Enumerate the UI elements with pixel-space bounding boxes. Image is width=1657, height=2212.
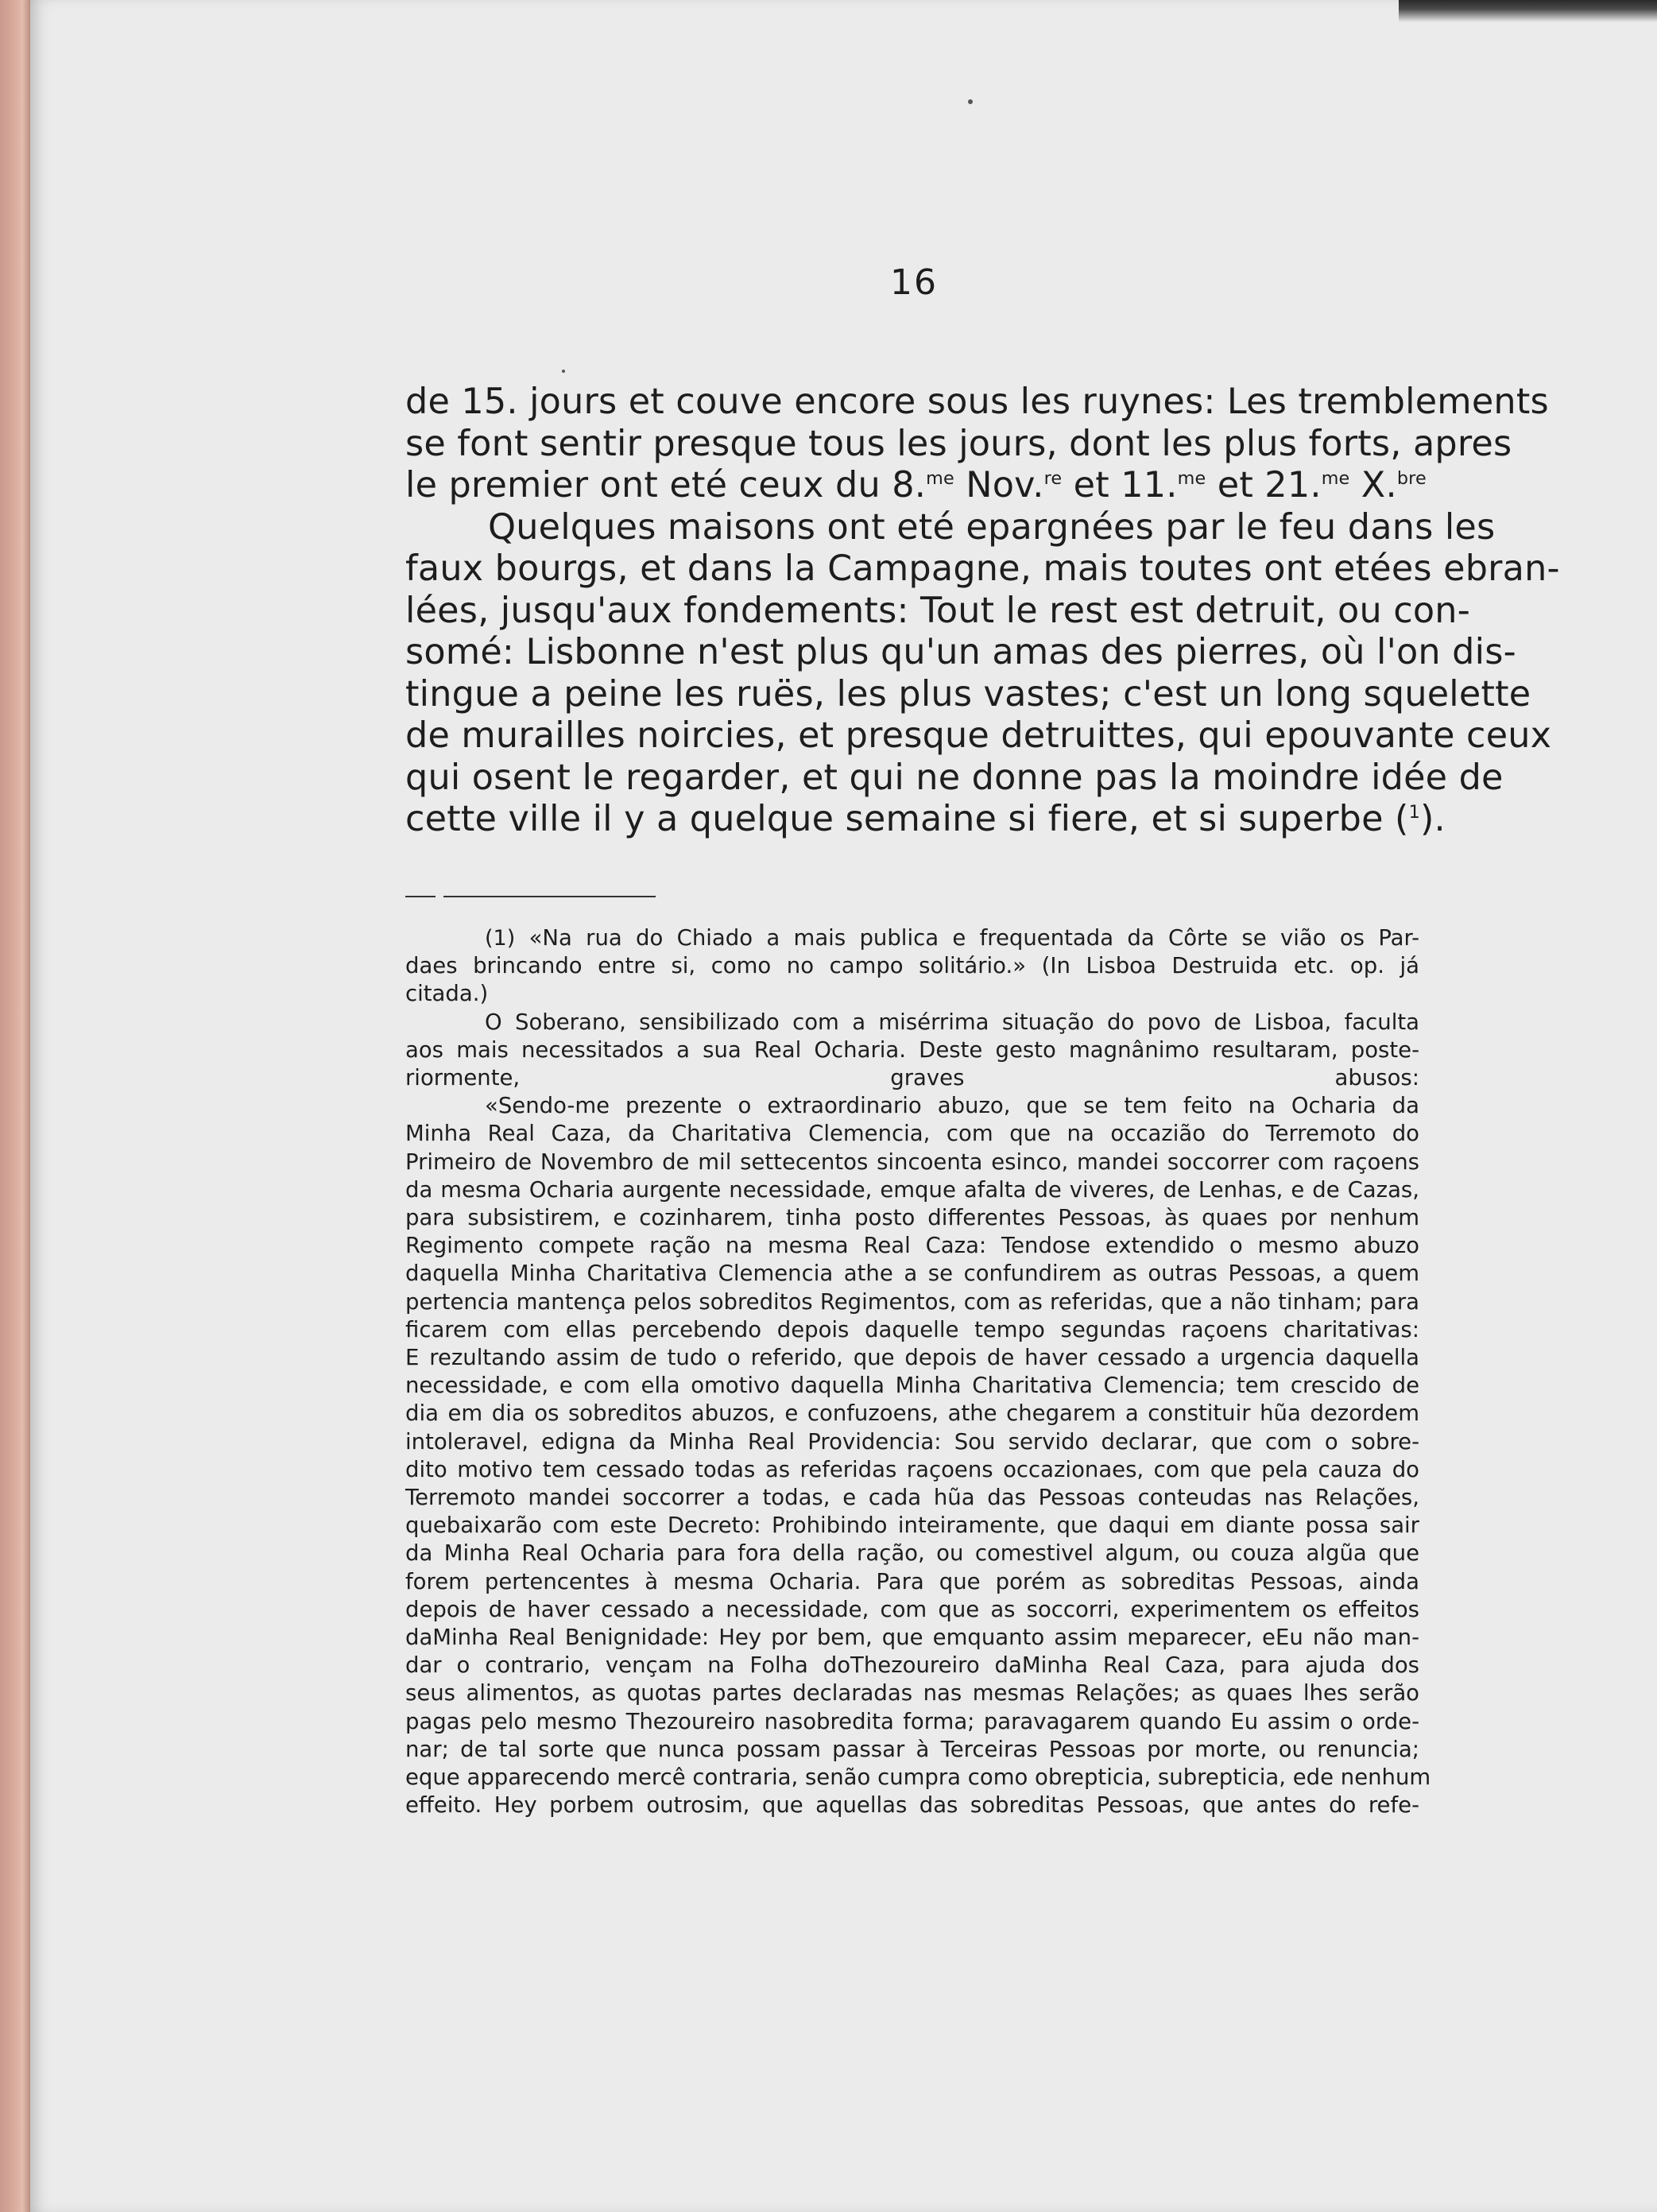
footnote-line: effeito. Hey porbem outrosim, que aquellas das sobreditas Pessoas, que antes do refe- — [405, 1792, 1419, 1819]
footnote-line: «Sendo-me prezente o extraordinario abuzo, que se tem feito na Ocharia da — [485, 1093, 1419, 1119]
footnote-line: da Minha Real Ocharia para fora della ração, ou comestivel algum, ou couza algũa que — [405, 1540, 1419, 1567]
footnote-marker: (1) — [485, 926, 516, 951]
footnote-line: da mesma Ocharia aurgente necessidade, emque afalta de viveres, de Lenhas, e de Cazas, — [405, 1176, 1419, 1203]
footnote-line: eque apparecendo mercê contraria, senão cumpra como obrepticia, subrepticia, ede nenhum — [405, 1765, 1431, 1791]
footnote-line: intoleravel, edigna da Minha Real Providencia: Sou servido declarar, que com o sobre- — [405, 1428, 1419, 1455]
main-line: se font sentir presque tous les jours, dont les plus forts, apres — [405, 423, 1512, 464]
footnote-line: para subsistirem, e cozinharem, tinha posto differentes Pessoas, às quaes por nenhum — [405, 1205, 1419, 1231]
footnote-line: E rezultando assim de tudo o referido, que depois de haver cessado a urgencia daquella — [405, 1345, 1419, 1371]
footnote-line: Minha Real Caza, da Charitativa Clemencia, com que na occazião do Terremoto do — [405, 1121, 1419, 1147]
main-line: Quelques maisons ont eté epargnées par le feu dans les — [488, 506, 1496, 548]
footnote-line: riormente, graves abusos: — [405, 1065, 1419, 1091]
page-number: 16 — [890, 262, 938, 303]
footnote-line: dia em dia os sobreditos abuzos, e confuzoens, athe chegarem a constituir hũa dezordem — [405, 1400, 1419, 1427]
footnote-line: daquella Minha Charitativa Clemencia athe a se confundirem as outras Pessoas, a quem — [405, 1261, 1419, 1287]
main-line: de murailles noircies, et presque detruittes, qui epouvante ceux — [405, 715, 1552, 756]
footnote-line: seus alimentos, as quotas partes declaradas nas mesmas Relações; as quaes lhes serão — [405, 1680, 1419, 1706]
main-line-dates: le premier ont eté ceux du 8.$^{me}$ Nov.$^{re}$ et 11.$^{me}$ et 21.$^{me}$ X.$^{bre}$ — [405, 465, 1427, 506]
footnote-line: nar; de tal sorte que nunca possam passar à Terceiras Pessoas por morte, ou renuncia; — [405, 1736, 1419, 1762]
footnote-line: necessidade, e com ella omotivo daquella Minha Charitativa Clemencia; tem crescido de — [405, 1373, 1419, 1399]
footnote-line: ficarem com ellas percebendo depois daquelle tempo segundas raçoens charitativas: — [405, 1316, 1419, 1342]
footnote-separator-gap — [436, 894, 443, 899]
main-line: somé: Lisbonne n'est plus qu'un amas des pierres, où l'on dis- — [405, 632, 1516, 672]
footnote-line: O Soberano, sensibilizado com a misérrima situação do povo de Lisboa, faculta — [485, 1009, 1419, 1035]
footnote-line: pertencia mantença pelos sobreditos Regimentos, com as referidas, que a não tinham; para — [405, 1288, 1419, 1315]
footnote-line: Primeiro de Novembro de mil settecentos sincoenta esinco, mandei soccorrer com raçoens — [405, 1149, 1419, 1175]
footnote-block — [405, 924, 1431, 1820]
footnote-line: dar o contrario, vençam na Folha doThezoureiro daMinha Real Caza, para ajuda dos — [405, 1652, 1419, 1679]
paper-speck — [968, 99, 973, 104]
main-line: tingue a peine les ruës, les plus vastes; c'est un long squelette — [405, 673, 1531, 715]
footnote-line: quebaixarão com este Decreto: Prohibindo inteiramente, que daqui em diante possa sair — [405, 1513, 1419, 1539]
footnote-first-line: (1) «Na rua do Chiado a mais publica e frequentada da Côrte se vião os Par- — [485, 925, 1419, 951]
main-line-last: cette ville il y a quelque semaine si fiere, et si superbe ($^1$). — [405, 799, 1446, 839]
main-line: faux bourgs, et dans la Campagne, mais toutes ont etées ebran- — [405, 548, 1560, 589]
paper-speck — [562, 370, 565, 373]
footnote-line: aos mais necessitados a sua Real Ocharia. Deste gesto magnânimo resultaram, poste- — [405, 1036, 1419, 1063]
footnote-line: forem pertencentes à mesma Ocharia. Para que porém as sobreditas Pessoas, ainda — [405, 1568, 1419, 1594]
book-spine-edge — [0, 0, 30, 2212]
footnote-line: depois de haver cessado a necessidade, com que as soccorri, experimentem os effeitos — [405, 1596, 1419, 1622]
footnote-line: daMinha Real Benignidade: Hey por bem, que emquanto assim meparecer, eEu não man- — [405, 1625, 1419, 1651]
main-line: de 15. jours et couve encore sous les ruynes: Les tremblements — [405, 382, 1549, 422]
main-line: lées, jusqu'aux fondements: Tout le rest est detruit, ou con- — [405, 590, 1470, 631]
page-top-edge-shadow — [1399, 0, 1657, 22]
footnote-line: Terremoto mandei soccorrer a todas, e cada hũa das Pessoas conteudas nas Relações, — [405, 1485, 1419, 1511]
footnote-line: Regimento compete ração na mesma Real Caza: Tendose extendido o mesmo abuzo — [405, 1233, 1419, 1259]
footnote-line: citada.) — [405, 981, 489, 1007]
main-line: qui osent le regarder, et qui ne donne pas la moindre idée de — [405, 757, 1504, 798]
footnote-line: dito motivo tem cessado todas as referidas raçoens occazionaes, com que pela cauza do — [405, 1456, 1419, 1482]
footnote-line: pagas pelo mesmo Thezoureiro nasobredita forma; paravagarem quando Eu assim o orde- — [405, 1708, 1419, 1734]
main-text — [405, 382, 1560, 841]
footnote-line: daes brincando entre si, como no campo solitário.» (In Lisboa Destruida etc. op. já — [405, 953, 1419, 979]
